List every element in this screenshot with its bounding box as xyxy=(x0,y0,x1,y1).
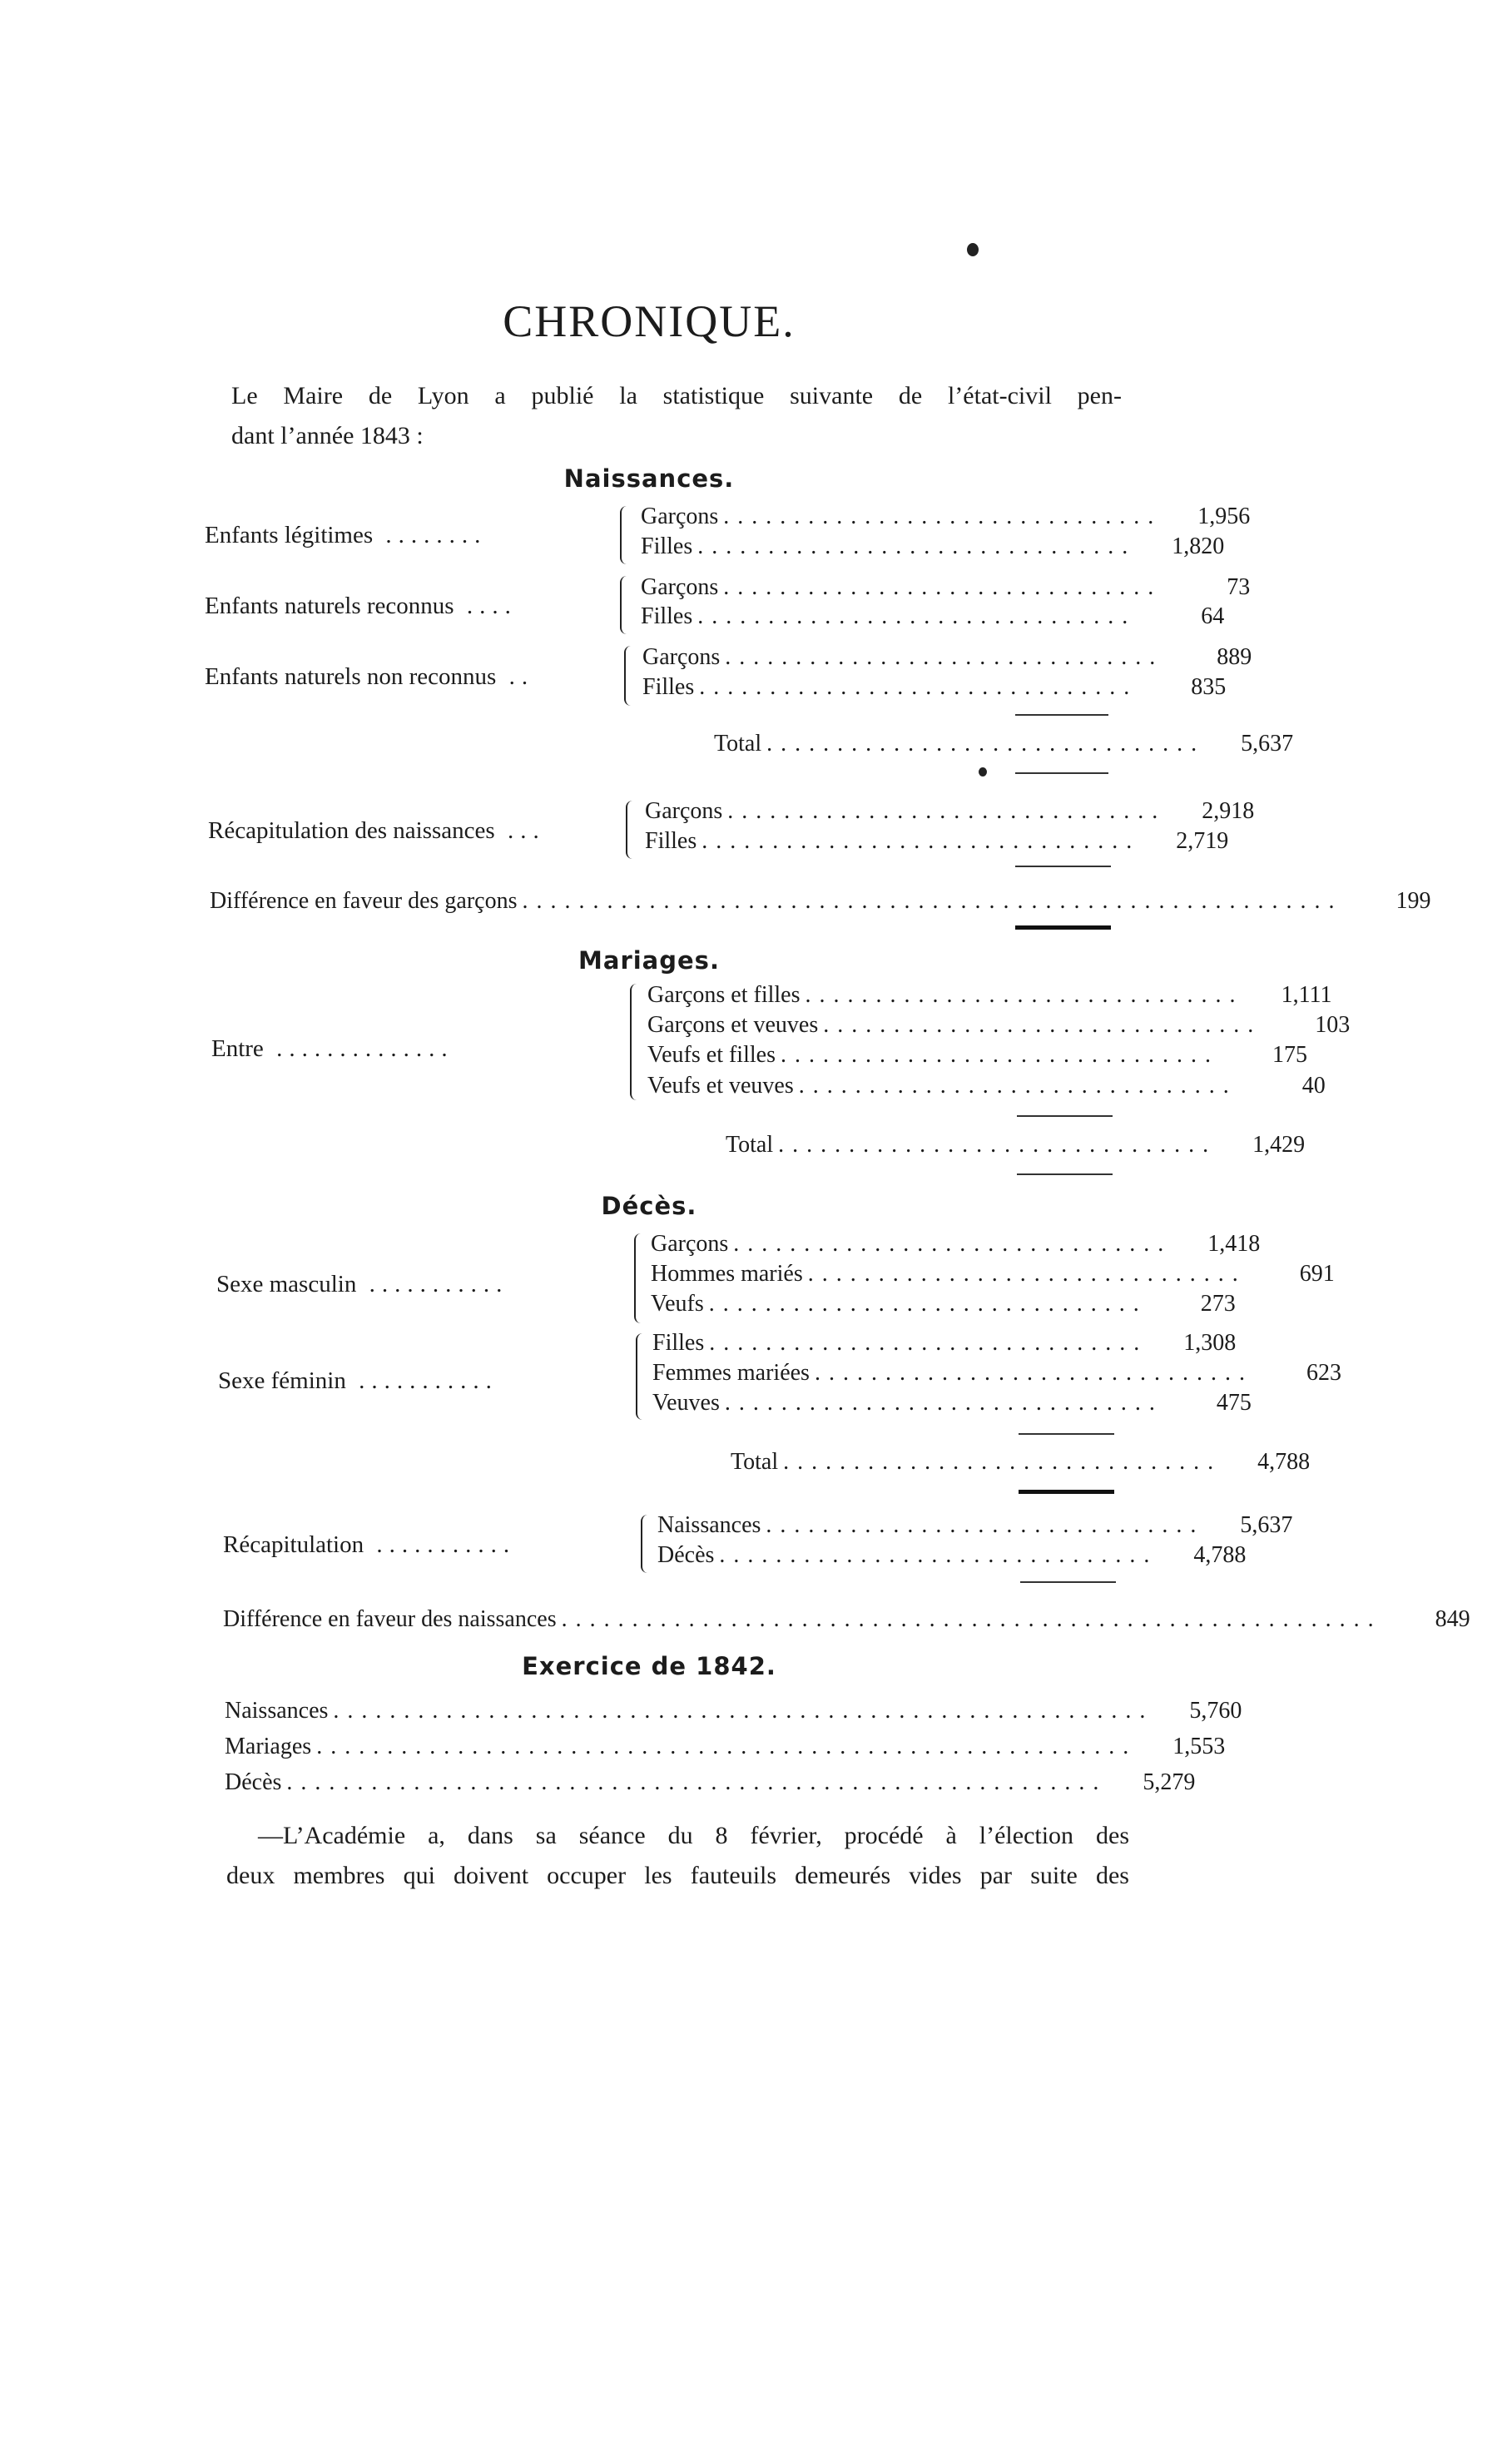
brace xyxy=(620,576,630,634)
ink-dot xyxy=(967,243,979,256)
table-row: Filles ............................... 1,308 xyxy=(652,1330,1237,1356)
table-row: Veufs et filles ............................... 175 xyxy=(647,1042,1307,1068)
table-row: Filles ............................... 835 xyxy=(642,674,1227,700)
table-row: Filles ............................... 2,719 xyxy=(645,828,1229,854)
exercice-row: Naissances .......................................................... 5,760 xyxy=(225,1698,1242,1724)
table-row: Garçons ............................... 1,956 xyxy=(641,504,1251,529)
deces-total-row: Total ............................... 4,788 xyxy=(731,1449,1311,1475)
intro-line-2: dant l’année 1843 : xyxy=(231,422,424,449)
page-title: CHRONIQUE. xyxy=(503,296,796,346)
rule xyxy=(1020,1581,1116,1583)
brace xyxy=(620,506,630,564)
rule xyxy=(1015,714,1108,716)
deces-feminin-label: Sexe féminin ........... xyxy=(218,1367,498,1394)
naissances-total-row: Total ............................... 5,637 xyxy=(714,731,1294,757)
mariages-group-label: Entre .............. xyxy=(211,1035,454,1062)
rule xyxy=(1015,866,1111,867)
closing-paragraph xyxy=(226,1816,1129,1896)
mariages-heading: Mariages. xyxy=(578,946,720,975)
naissances-group-label: Enfants légitimes ........ xyxy=(205,522,488,548)
table-row: Femmes mariées ............................... 623 xyxy=(652,1360,1341,1386)
deces-difference-row: Différence en faveur des naissances .......................................................... 849 xyxy=(223,1606,1470,1632)
table-row: Garçons ............................... 1,418 xyxy=(651,1231,1261,1257)
naissances-recap-label: Récapitulation des naissances ... xyxy=(208,817,546,844)
rule xyxy=(1017,1173,1113,1175)
naissances-difference-row: Différence en faveur des garçons .......................................................... 199 xyxy=(210,888,1431,914)
table-row: Veufs ............................... 273 xyxy=(651,1291,1236,1317)
table-row: Veuves ............................... 475 xyxy=(652,1390,1252,1416)
brace xyxy=(626,801,636,859)
exercice-row: Mariages .......................................................... 1,553 xyxy=(225,1734,1226,1759)
deces-heading: Décès. xyxy=(601,1192,697,1220)
table-row: Naissances ............................... 5,637 xyxy=(657,1512,1293,1538)
closing-line-2: deux membres qui doivent occuper les fauteuils demeurés vides par suite des xyxy=(226,1862,1129,1889)
table-row: Garçons ............................... 2,918 xyxy=(645,798,1255,824)
naissances-heading: Naissances. xyxy=(563,464,735,493)
closing-line-1: —L’Académie a, dans sa séance du 8 février, procédé à l’élection des xyxy=(258,1822,1129,1849)
deces-recap-label: Récapitulation ........... xyxy=(223,1531,517,1558)
naissances-group-label: Enfants naturels reconnus .... xyxy=(205,593,518,619)
brace xyxy=(641,1515,651,1573)
table-row: Décès ............................... 4,788 xyxy=(657,1542,1247,1568)
mariages-total-row: Total ............................... 1,429 xyxy=(726,1132,1306,1158)
intro-paragraph xyxy=(231,376,1122,456)
exercice-row: Décès .......................................................... 5,279 xyxy=(225,1769,1196,1795)
intro-line-1: Le Maire de Lyon a publié la statistique suivante de l’état-civil pen- xyxy=(231,382,1122,409)
exercice-heading: Exercice de 1842. xyxy=(522,1652,776,1680)
table-row: Garçons et filles ............................... 1,111 xyxy=(647,982,1332,1008)
table-row: Garçons et veuves ............................... 103 xyxy=(647,1012,1351,1038)
brace xyxy=(636,1333,646,1420)
table-row: Garçons ............................... 889 xyxy=(642,644,1252,670)
rule xyxy=(1019,1433,1114,1435)
table-row: Filles ............................... 1,820 xyxy=(641,533,1225,559)
ink-dot xyxy=(979,767,987,776)
double-rule xyxy=(1019,1490,1114,1494)
double-rule xyxy=(1015,925,1111,930)
brace xyxy=(634,1233,644,1323)
table-row: Veufs et veuves ............................... 40 xyxy=(647,1073,1326,1099)
rule xyxy=(1017,1115,1113,1117)
table-row: Filles ............................... 64 xyxy=(641,603,1225,629)
brace xyxy=(624,646,634,706)
rule xyxy=(1015,772,1108,774)
brace xyxy=(630,984,640,1100)
deces-masculin-label: Sexe masculin ........... xyxy=(216,1271,509,1297)
table-row: Garçons ............................... 73 xyxy=(641,574,1251,600)
table-row: Hommes mariés ............................... 691 xyxy=(651,1261,1335,1287)
naissances-group-label: Enfants naturels non reconnus .. xyxy=(205,663,535,690)
